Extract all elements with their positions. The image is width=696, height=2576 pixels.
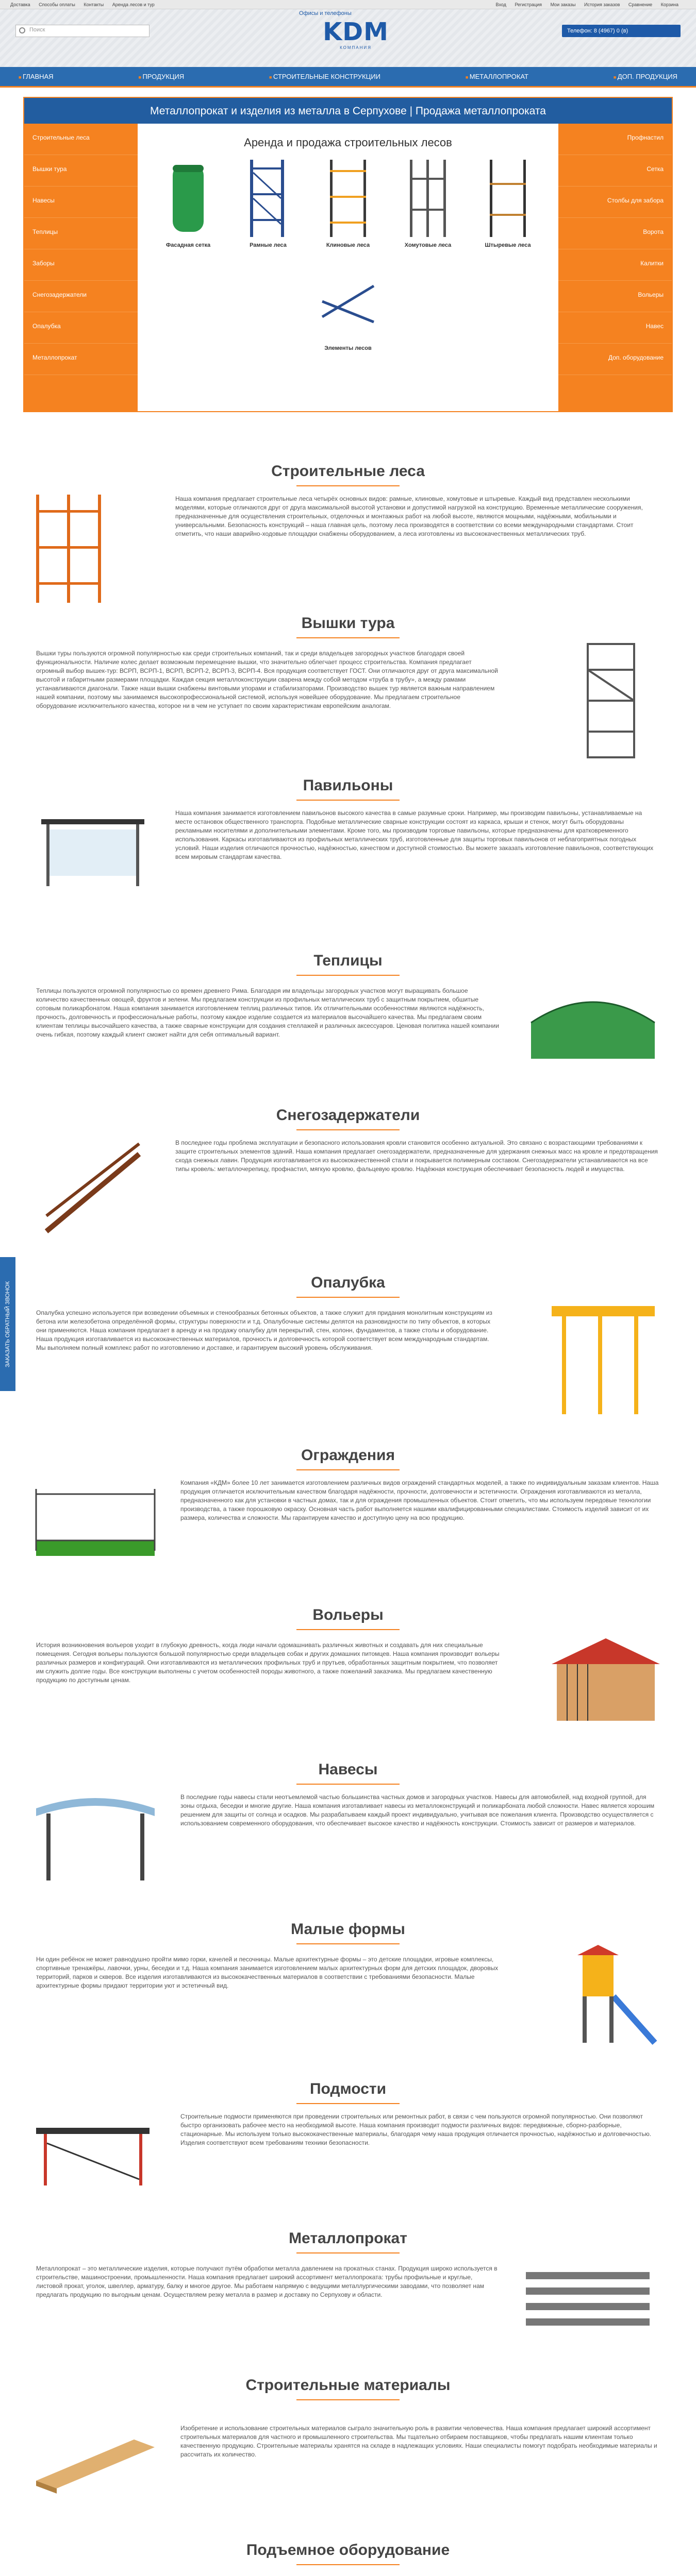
section-metal — [0, 2226, 696, 2365]
playground-image — [546, 1945, 665, 2049]
section-canopies — [0, 1757, 696, 1911]
menu-item[interactable]: Навесы — [24, 187, 138, 218]
pin-scaffold-image — [468, 155, 548, 242]
section-scaffolding — [0, 459, 696, 634]
net-image — [148, 155, 228, 242]
product-grid — [138, 155, 558, 361]
fence-image — [31, 1479, 160, 1563]
logo-sub: КОМПАНИЯ — [340, 45, 372, 50]
wedge-scaffold-image — [308, 155, 388, 242]
section-text: Опалубка успешно используется при возведении объемных и стенообразных бетонных объектов, а также служит для придания монолитным конструкциям из бетона или железобетона определённой формы, структуры поверхности и т.д. Опалубочные системы делятся на разновидности по типу объектов, в которых они применяются. Наша компания предлагает в аренду и на продажу опалубку для перекрытий, стен, колонн, фундаментов, а также столы и оборудование. Наша продукция изготавливается из высококачественных материалов, прочность и долговечность которой соответствует всем международным стандартам. Мы выполняем полный комплекс работ по изготовлению и доставке, и гарантируем высокий уровень обслуживания. — [36, 1309, 492, 1351]
main-nav — [0, 67, 696, 88]
product-label: Рамные леса — [250, 242, 287, 248]
topbar-link[interactable]: Доставка — [10, 2, 30, 7]
clamp-scaffold-image — [388, 155, 468, 242]
section-text: Изобретение и использование строительных материалов сыграло значительную роль в развитии человечества. Наша компания предлагает широкий ассортимент строительных материалов для частного и промышленного строительства. Мы тщательно отбираем поставщиков, чтобы предлагать нашим клиентам только качественную продукцию. Строительные материалы хранятся на складе в надлежащих условиях. Наши специалисты помогут подобрать необходимые материалы и рассчитать их количество. — [180, 2425, 657, 2458]
tower-image — [572, 639, 650, 764]
menu-item[interactable]: Опалубка — [24, 312, 138, 344]
nav-metal[interactable]: ■ МЕТАЛЛОПРОКАТ — [457, 73, 537, 80]
menu-item[interactable]: Доп. оборудование — [558, 344, 672, 375]
nav-extra[interactable]: ■ ДОП. ПРОДУКЦИЯ — [605, 73, 686, 80]
product-card[interactable] — [308, 258, 388, 361]
formwork-image — [546, 1301, 660, 1421]
section-title: Навесы — [318, 1761, 378, 1778]
section-title: Вольеры — [312, 1606, 384, 1623]
section-text: Строительные подмости применяются при проведении строительных или ремонтных работ, в связи с чем пользуются огромной популярностью. Они позволяют быстро организовать рабочее место на необходимой высоте. Наша компания производит подмости различных видов: передвижные, сборно-разборные, стационарные. Мы используем только высококачественные материалы, благодаря чему наша продукция отличается прочностью, надёжностью и долговечностью. Изделия соответствуют всем требованиям техники безопасности. — [180, 2113, 652, 2146]
menu-item[interactable]: Ворота — [558, 218, 672, 249]
section-title: Теплицы — [313, 952, 383, 969]
section-text: В последнее годы проблема эксплуатации и безопасного использования кровли становится особенно актуальной. Это связано с возрастающими требованиями к защите строительных элементов зданий. Наша компания предлагает снегозадержатели, предназначенные для удержания снежных масс на кровле и предотвращения схода снежных лавин. Продукция изготавливается из высококачественной стали и покрывается полимерным составом. Снегозадержатели устанавливаются на все типы кровель: металлочерепицу, профнастил, мягкую кровлю, фальцевую кровлю. Надёжная конструкция обеспечивает безопасность людей и имущества. — [175, 1139, 658, 1173]
section-materials — [0, 2372, 696, 2527]
section-formwork — [0, 1270, 696, 1430]
menu-item[interactable]: Вышки тура — [24, 155, 138, 187]
menu-item[interactable]: Вольеры — [558, 281, 672, 312]
enclosure-image — [546, 1633, 665, 1727]
banner — [23, 124, 673, 412]
banner-center — [138, 124, 558, 411]
product-card[interactable] — [148, 155, 228, 258]
product-label: Элементы лесов — [324, 345, 372, 351]
menu-item[interactable]: Профнастил — [558, 124, 672, 155]
section-text: В последние годы навесы стали неотъемлемой частью большинства частных домов и загородных участков. Навесы для автомобилей, над входной группой, для зоны отдыха, беседки и многие другие. Наша компания изготавливает навесы из металлоконструкций и поликарбоната любой сложности. Навес является хорошим решением для защиты от солнца и осадков. Мы разрабатываем каждый проект индивидуально, учитывая все пожелания клиента. Производство осуществляется с использованием современного оборудования, что обеспечивает высокое качество и надёжность конструкции. Стоимость зависит от размеров и материалов. — [180, 1793, 655, 1827]
section-text: Теплицы пользуются огромной популярностью со времен древнего Рима. Благодаря им владельцы загородных участков могут выращивать большое количество качественных овощей, фруктов и зелени. Мы предлагаем конструкции из профильных металлических труб с защитным покрытием, обшитые сотовым поликарбонатом. Наша компания занимается изготовлением теплиц различных типов. Их отличительными особенностями являются надёжность, прочность, долговечность и профессиональные работы, поэтому каждое изделие создается из материалов высочайшего качества. Мы предлагаем своим клиентам теплицы высочайшего качества, а также сварные конструкции для создания стеллажей и различных аксессуаров. Ценовая политика нашей компании очень гибкая, поэтому каждый клиент сможет найти для себя оптимальный вариант. — [36, 987, 499, 1038]
product-label: Хомутовые леса — [404, 242, 452, 248]
section-text: Наша компания предлагает строительные леса четырёх основных видов: рамные, клиновые, хомутовые и штыревые. Каждый вид представлен несколькими моделями, которые отличаются друг от друга максимальной высотой установки и допустимой нагрузкой на конструкцию. Временные металлические сооружения, предназначенные для осуществления строительных, отделочных и монтажных работ на любой высоте, являются мощными, надёжными, мобильными и универсальными. Безопасность конструкций – наша главная цель, поэтому леса производятся в соответствии со всеми международными стандартами. Стоит отметить, что наши аварийно-ходовые площадки снабжены оборудованием, а леса изготовлены из высококачественных металлических труб. — [175, 495, 643, 537]
product-card[interactable] — [468, 155, 548, 258]
metal-image — [521, 2262, 655, 2341]
menu-item[interactable]: Сетка — [558, 155, 672, 187]
banner-left-menu — [24, 124, 138, 411]
cart-summary[interactable]: Телефон: 8 (4967) 0 (в) — [562, 25, 681, 37]
section-snowguards — [0, 1103, 696, 1262]
topbar-link[interactable]: Аренда лесов и тур — [112, 2, 155, 7]
section-text: Вышки туры пользуются огромной популярностью как среди строительных компаний, так и среди владельцев загородных участков благодаря своей функциональности. Наличие колес делает возможным перемещение вышки, что значительно облегчает процесс строительства. Компания предлагает огромный выбор вышек-тур: ВСРП, ВСРП-1, ВСРП, ВСРП-2, ВСРП-3, ВСРП-4. Вся продукция соответствует ГОСТ. Они отличаются друг от друга максимальной высотой и габаритными размерами площадки. Каждая секция металлоконструкции сварена между собой методом «труба в трубу», а между рамами устанавливаются диагонали. Также наши вышки снабжены винтовыми упорами и стабилизаторами. Производство вышек тур является важным направлением нашей компании, поэтому мы занимаемся высокопрофессиональной системой, используя новейшее оборудование. Мы предлагаем строительное оборудование исключительного качества, которое ни в чем не уступает по своим характеристикам европейским аналогам. — [36, 650, 498, 709]
orders-link[interactable]: Мои заказы — [550, 2, 576, 7]
canopy-image — [31, 1788, 160, 1887]
logo-text: KDM — [323, 18, 389, 46]
menu-item[interactable]: Строительные леса — [24, 124, 138, 155]
product-card[interactable] — [308, 155, 388, 258]
product-label: Штыревые леса — [485, 242, 531, 248]
pavilion-image — [36, 809, 150, 893]
section-platforms — [0, 2076, 696, 2210]
section-text: Наша компания занимается изготовлением павильонов высокого качества в самые разумные сроки. Например, мы производим павильоны, устанавливаемые на месте остановок общественного транспорта. Подобные металлические сварные конструкции состоят из каркаса, крыши и стенок, могут быть оборудованы рекламными носителями и дополнительными элементами. Кроме того, мы производим торговые павильоны, которые предназначены для кратковременного использования. Каркасы изготавливаются из профильных металлических труб, изготовленные для защиты торговых павильонов от неблагоприятных погодных условий. Наши изделия отличаются прочностью, надёжностью, качеством и доступной стоимостью. Вы можете заказать изготовление павильонов, соответствующих всем мировым стандартам качества. — [175, 809, 654, 860]
nav-products[interactable]: ■ ПРОДУКЦИЯ — [130, 73, 193, 80]
logo[interactable] — [320, 19, 392, 55]
greenhouse-image — [526, 987, 660, 1065]
topbar-right — [496, 2, 686, 7]
section-towers — [0, 611, 696, 770]
search-input[interactable] — [15, 25, 150, 37]
history-link[interactable]: История заказов — [584, 2, 620, 7]
menu-item[interactable]: Заборы — [24, 249, 138, 281]
section-title: Снегозадержатели — [276, 1107, 420, 1124]
section-text: Ни один ребёнок не может равнодушно пройти мимо горки, качелей и песочницы. Малые архитектурные формы – это детские площадки, игровые комплексы, спортивные тренажёры, лавочки, урны, беседки и т.д. Наша компания занимается изготовлением малых архитектурных форм для детских площадок, дворовых территорий, парков и скверов. Все изделия изготавливаются из высококачественных материалов в соответствии с требованиями безопасности. Малые архитектурные формы придают территории уют и эстетичный вид. — [36, 1956, 499, 1989]
product-label: Клиновые леса — [326, 242, 370, 248]
main-content — [23, 97, 673, 412]
snowguard-image — [36, 1139, 150, 1243]
menu-item[interactable]: Калитки — [558, 249, 672, 281]
section-title: Опалубка — [311, 1274, 385, 1291]
frame-scaffold-image — [228, 155, 308, 242]
menu-item[interactable]: Теплицы — [24, 218, 138, 249]
search-icon — [19, 27, 25, 33]
menu-item[interactable]: Столбы для забора — [558, 187, 672, 218]
login-link[interactable]: Вход — [495, 2, 506, 7]
product-card[interactable] — [228, 155, 308, 258]
banner-right-menu — [558, 124, 672, 411]
section-text: Компания «КДМ» более 10 лет занимается изготовлением различных видов ограждений стандартных моделей, а также по индивидуальным заказам клиентов. Наша продукция отличается исключительным качеством благодаря надёжности, прочности, долговечности и эстетичности. Ограждения изготавливаются из металла, предназначенного как для установки в частных домах, так и для ограждения промышленных объектов. Стоит отметить, что мы используем передовые технологии производства, а также порошковую окраску. Основная часть работ выполняется нашими квалифицированными специалистами. Стоимость изделий зависит от их размера, количества и сложности. Мы гарантируем качество и доступную цену на всю продукцию. — [180, 1479, 659, 1521]
topbar-links — [10, 2, 162, 7]
register-link[interactable]: Регистрация — [515, 2, 542, 7]
menu-item[interactable]: Снегозадержатели — [24, 281, 138, 312]
offices-link[interactable]: Офисы и телефоны — [299, 10, 352, 16]
banner-center-title: Аренда и продажа строительных лесов — [244, 136, 452, 149]
section-title: Строительные материалы — [245, 2377, 451, 2394]
product-label: Фасадная сетка — [165, 242, 211, 248]
topbar-link[interactable]: Контакты — [84, 2, 104, 7]
cart-link[interactable]: Корзина — [660, 2, 678, 7]
nav-home[interactable]: ■ ГЛАВНАЯ — [10, 73, 62, 80]
search-placeholder: Поиск — [29, 27, 45, 33]
section-title: Строительные леса — [271, 463, 425, 480]
menu-item[interactable]: Навес — [558, 312, 672, 344]
section-title: Павильоны — [303, 777, 393, 794]
scaffold-parts-image — [308, 258, 388, 345]
header — [0, 9, 696, 67]
product-card[interactable] — [388, 155, 468, 258]
menu-item[interactable]: Металлопрокат — [24, 344, 138, 375]
banner-title: Металлопрокат и изделия из металла в Серпухове | Продажа металлопроката — [23, 97, 673, 124]
section-title: Вышки тура — [301, 615, 395, 632]
section-title: Подъемное оборудование — [246, 2541, 450, 2558]
section-title: Ограждения — [301, 1447, 395, 1464]
section-fences — [0, 1443, 696, 1587]
topbar-link[interactable]: Способы оплаты — [39, 2, 75, 7]
nav-construction[interactable]: ■ СТРОИТЕЛЬНЫЕ КОНСТРУКЦИИ — [261, 73, 389, 80]
section-title: Металлопрокат — [289, 2230, 407, 2247]
topbar — [0, 0, 696, 9]
materials-image — [31, 2424, 160, 2498]
section-lifting — [0, 2537, 696, 2576]
compare-link[interactable]: Сравнение — [628, 2, 653, 7]
section-pavilions — [0, 773, 696, 912]
scaffold-image — [31, 489, 113, 609]
section-title: Подмости — [309, 2080, 387, 2097]
platform-image — [31, 2112, 155, 2191]
section-title: Малые формы — [291, 1921, 405, 1938]
section-greenhouses — [0, 948, 696, 1097]
section-enclosures — [0, 1602, 696, 1747]
callback-tab[interactable]: ЗАКАЗАТЬ ОБРАТНЫЙ ЗВОНОК — [0, 1257, 15, 1391]
section-text: Металлопрокат – это металлические изделия, которые получают путём обработки металла давлением на прокатных станах. Продукция широко используется в строительстве, машиностроении, промышленности. Наша компания предлагает широкий ассортимент металлопроката: трубы профильные и круглые, листовой прокат, уголок, швеллер, арматуру, балку и многое другое. Мы работаем напрямую с ведущими металлургическими заводами, что позволяет нам предлагать продукцию по выгодным ценам. Осуществляем резку металла в размер и доставку по Серпухову и области. — [36, 2265, 498, 2298]
section-text: История возникновения вольеров уходит в глубокую древность, когда люди начали одомашнивать различных животных и создавать для них специальные помещения. Сегодня вольеры пользуются большой популярностью среди владельцев собак и других домашних питомцев. Наша компания производит вольеры различных размеров и конфигураций. Они изготавливаются из металлических профильных труб и прутьев, обработанных защитным покрытием, что позволяет им служить долгие годы. Все конструкции выполнены с учетом особенностей породы животного, а также пожеланий заказчика. Мы предлагаем качественную продукцию по доступным ценам. — [36, 1641, 500, 1684]
section-small-forms — [0, 1917, 696, 2061]
